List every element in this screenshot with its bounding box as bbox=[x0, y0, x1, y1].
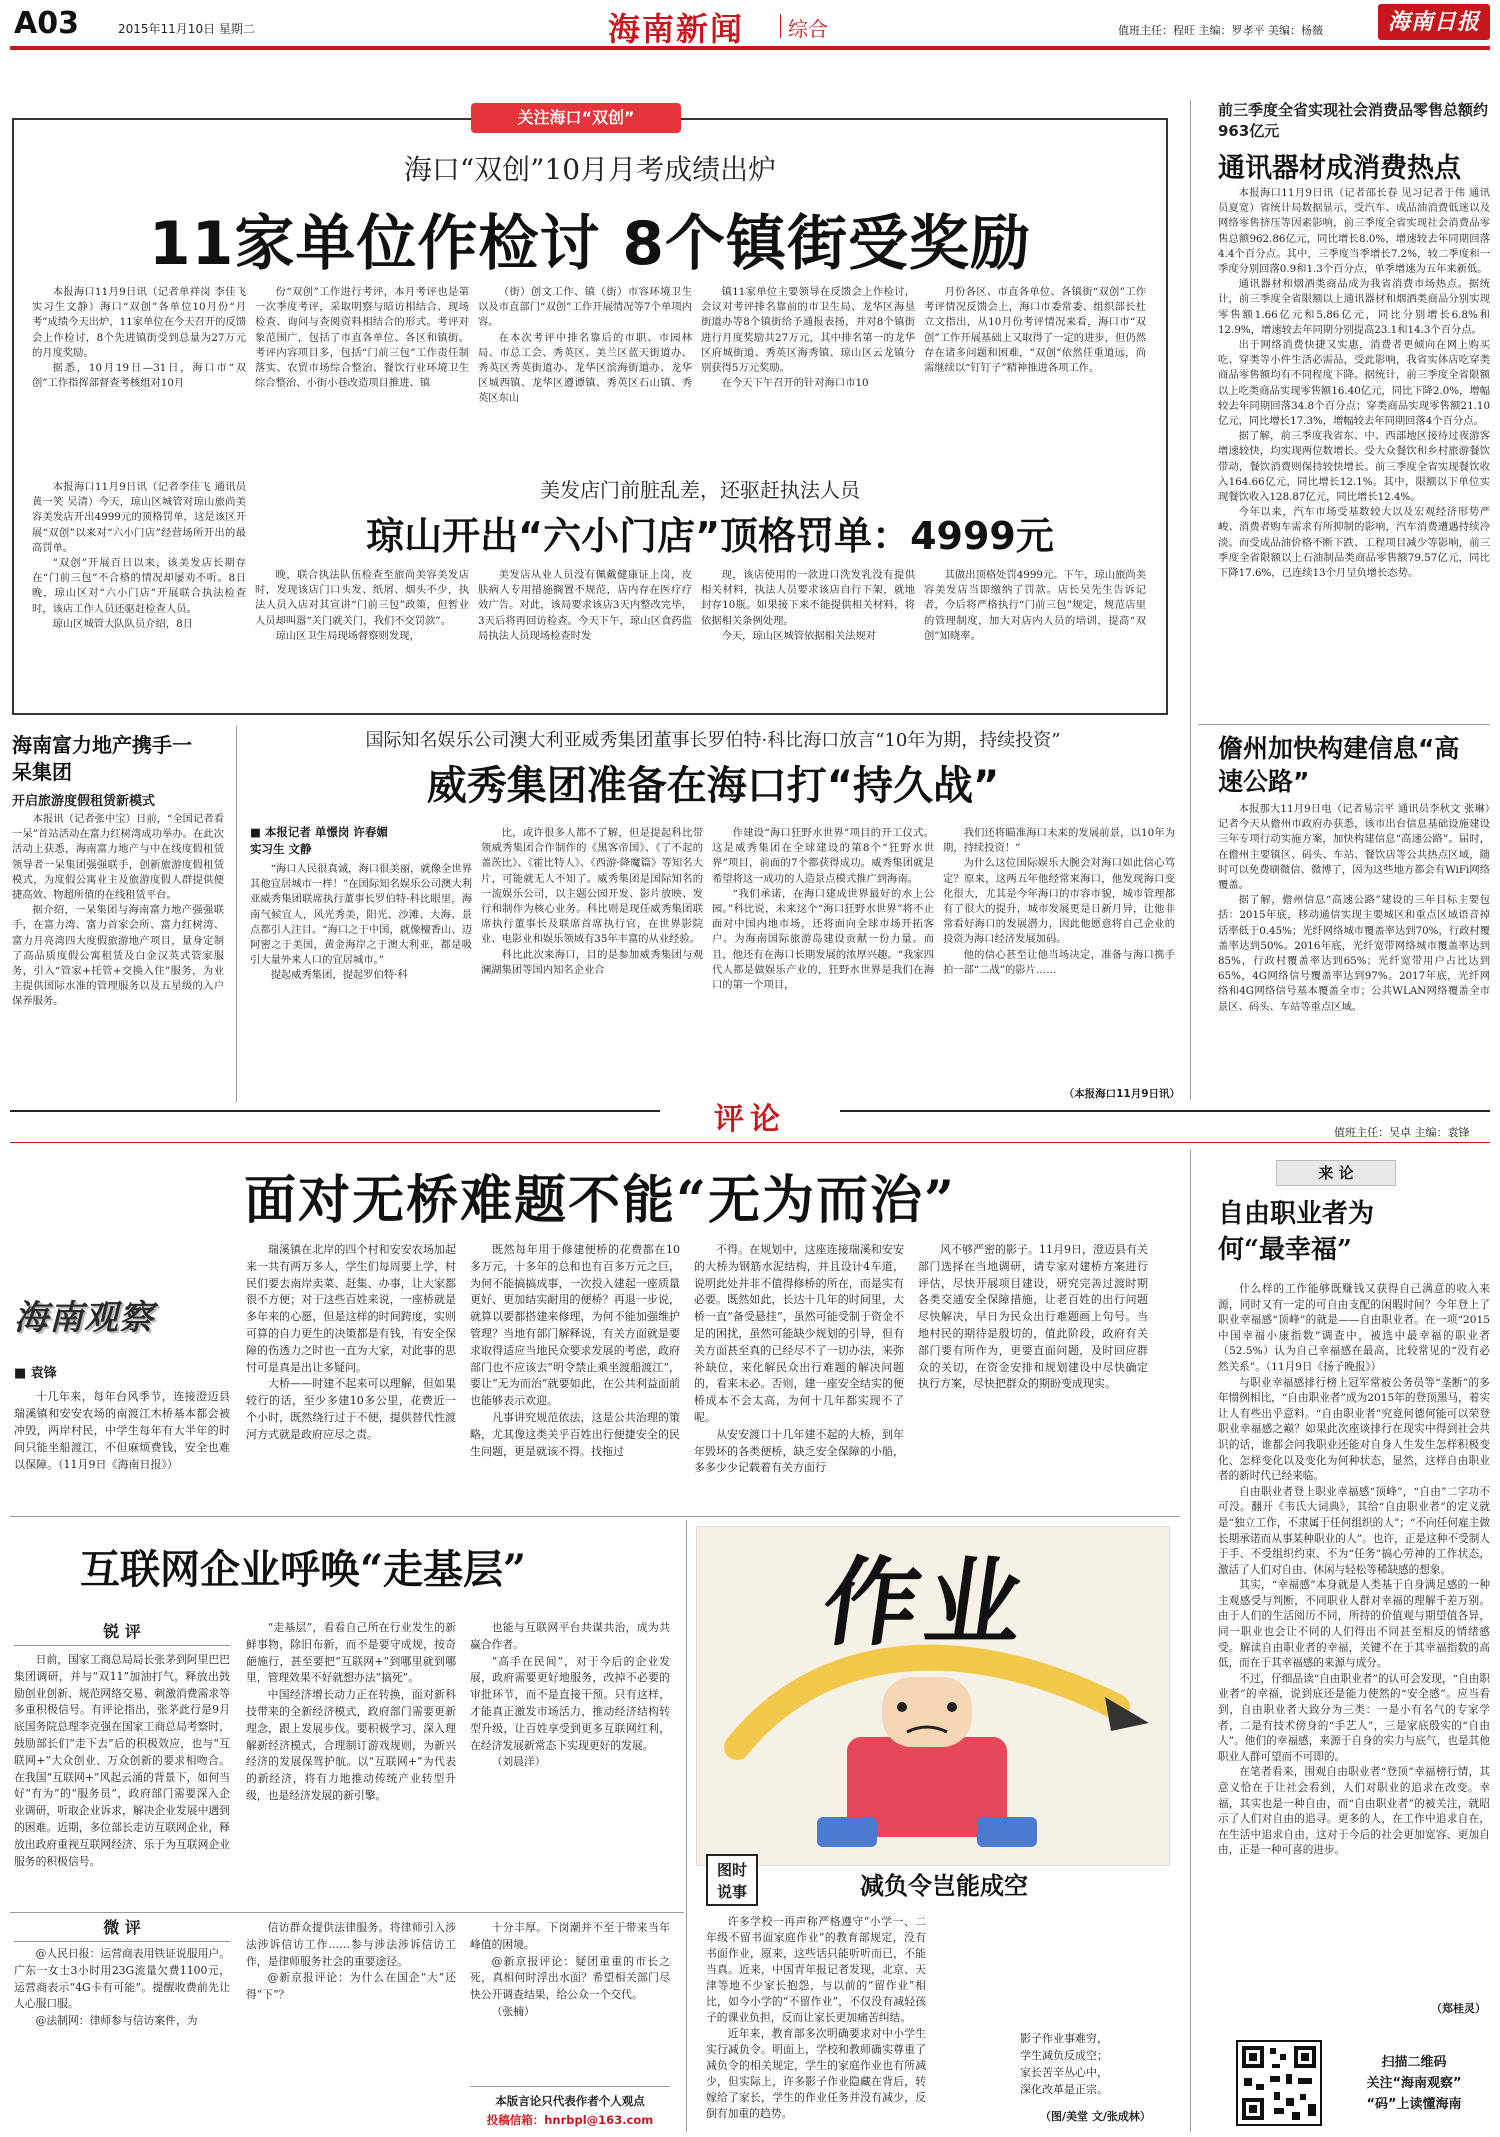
weiping-label bbox=[14, 1916, 230, 1942]
opinion-headline: 面对无桥难题不能“无为而治” bbox=[244, 1170, 956, 1231]
paragraph: 通讯器材和烟酒类商品成为我省消费市场热点。据统计，前三季度全省限额以上通讯器材和烟酒类商品分别实现零售额1.66亿元和5.86亿元，同比分别增长6.8%和12.9%，增速较去年同期分别提高23.1和14.3个百分点。 bbox=[1218, 278, 1490, 336]
story1-col-3 bbox=[478, 285, 692, 439]
story3-col-4 bbox=[943, 826, 1175, 1084]
story2-headline: 琼山开出“六小门店”顶格罚单：4999元 bbox=[366, 514, 1054, 558]
right-col-rule bbox=[1190, 100, 1191, 1100]
qr-code[interactable] bbox=[1236, 2040, 1322, 2126]
story1-col-5 bbox=[924, 285, 1146, 439]
editors-line: 值班主任：程旺 主编：罗孝平 美编：杨薇 bbox=[1118, 24, 1323, 37]
opinion-col-1 bbox=[246, 1242, 456, 1510]
opinion-col-2 bbox=[470, 1242, 680, 1510]
story3-col-1 bbox=[250, 862, 472, 1100]
paragraph: “海口人民很真诚，海口很美丽，就像全世界其他宜居城市一样！”在国际知名娱乐公司澳大利亚威秀集团联席执行董事长罗伯特·科比眼里，海南气候宜人，风光秀美，阳光、沙滩、大海、景点都引人注目。“海口之于中国，就像檀香山、迈阿密之于美国，黄金海岸之于澳大利亚，都是吸引大量外来人口的宜居城市。” bbox=[250, 863, 472, 967]
qr-caption-2: 关注“海南观察” bbox=[1366, 2076, 1462, 2091]
right2-headline: 儋州加快构建信息“高速公路” bbox=[1218, 734, 1460, 796]
story2-kicker: 美发店门前脏乱差，还驱赶执法人员 bbox=[540, 478, 860, 502]
sidebar-label-text: 来 论 bbox=[1318, 1164, 1354, 1182]
story3-col-3 bbox=[712, 826, 934, 1100]
paragraph: “高手在民间”，对于今后的企业发展，政府需要更好地服务，改掉不必要的审批环节，而不是直接干预。只有这样，才能真正激发市场活力，推动经济结构转型升级，让百姓享受到更多互联网红利，在经济发展新常态下实现更好的发展。 bbox=[470, 1654, 670, 1752]
story3-byline-text: ■ 本报记者 单憬岗 许春媚 实习生 文静 bbox=[250, 825, 388, 856]
paragraph: 本报海口11月9日讯（记者李佳飞 通讯员黄一笑 吴清）今天，琼山区城管对琼山旅尚美容美发店开出4999元的顶格罚单，这是该区开展“双创”以来对“六小门店”经营场所开出的最高罚单。 bbox=[32, 481, 246, 554]
paragraph: 近年来，教育部多次明确要求对中小学生实行减负令。明面上，学校和教师确实尊重了减负令的相关规定，学生的家庭作业也有所减少，但实际上，许多影子作业隐藏在背后，转嫁给了家长，学生的作业任务并没有减少，反倒有加重的趋势。 bbox=[706, 2027, 926, 2120]
story1-col-4 bbox=[701, 285, 915, 439]
paragraph: 从安安渡口十几年建不起的大桥，到年年毁坏的各类便桥，缺乏安全保障的小船，多多少少记载着有关方面行 bbox=[694, 1427, 904, 1475]
paragraph: “双创”开展百日以来，该美发店长期存在“门前三包”不合格的情况却屡劝不听。8日晚，琼山区对“六小门店”开展联合执法检查时，该店工作人员还驱赶检查人员。 bbox=[32, 557, 246, 615]
paragraph: 提起威秀集团，提起罗伯特·科 bbox=[270, 969, 408, 982]
paragraph: 据了解，前三季度我省东、中、西部地区接待过夜游客增速较快，均实现两位数增长。受大众餐饮和乡村旅游餐饮带动，餐饮消费则保持较快增长。前三季度全省实现餐饮收入164.66亿元，同比增长12.1%。其中，限额以下单位实现餐饮收入128.87亿元，同比增长12.4%。 bbox=[1218, 430, 1490, 504]
page-number: A03 bbox=[14, 6, 79, 41]
story3-kicker: 国际知名娱乐公司澳大利亚威秀集团董事长罗伯特·科比海口放言“10年为期，持续投资” bbox=[365, 730, 1061, 751]
column-logo-text: 海南观察 bbox=[14, 1298, 154, 1338]
photo-credit: （图/美堂 文/张成林） bbox=[1040, 2110, 1151, 2123]
paragraph: （刘晨洋） bbox=[491, 1755, 546, 1769]
story3-headline: 威秀集团准备在海口打“持久战” bbox=[426, 763, 1000, 809]
cartoon-word: 作业 bbox=[816, 1546, 1036, 1659]
story1-col-2 bbox=[255, 285, 469, 439]
paragraph: 份“双创”工作进行考评，本月考评也是第一次季度考评，采取明察与暗访相结合、现场检查、询问与查阅资料相结合的形式。考评对象范围广，包括了市直各单位、各区和镇街。考评内容项目多，包括“门前三包”工作责任制落实、农贸市场综合整治、餐饮行业环境卫生综合整治、小街小巷改造项目推进、镇 bbox=[255, 286, 469, 390]
qr-code-graphic bbox=[1238, 2042, 1320, 2124]
paragraph: 本报讯（记者张中宝）日前，“全国记者看一呆”首站活动在富力红树湾成功举办。在此次活动上获悉，海南富力地产与中在线度假租赁领导者一呆集团强强联手，创新旅游度假租赁模式，为度假公寓业主及旅游度假人群提供便捷高效、物超所值的在线租赁平台。 bbox=[12, 813, 224, 902]
qr-caption-1: 扫描二维码 bbox=[1381, 2055, 1447, 2070]
photo-title: 减负令岂能成空 bbox=[860, 1871, 1028, 1900]
paragraph: （街）创文工作、镇（街）市容环境卫生以及市直部门“双创”工作开展情况等7个单项内容。 bbox=[478, 286, 692, 329]
weibo-col-2 bbox=[246, 1920, 456, 2132]
paragraph: 其做出顶格处罚4999元。下午，琼山旅尚美容美发店当即缴纳了罚款。店长吴先生告诉记者，今后将严格执行“门前三包”规定，规范店里的管理制度，加大对店内人员的培训，提高“双创”知晓率。 bbox=[924, 569, 1146, 642]
sidebar-credit: （郑桂灵） bbox=[1431, 2002, 1486, 2015]
paragraph: @法制网：律师参与信访案件，为 bbox=[35, 2014, 198, 2028]
right1-headline: 通讯器材成消费热点 bbox=[1218, 153, 1461, 184]
photo-poem bbox=[1020, 2030, 1160, 2098]
photo-tag-line2: 说事 bbox=[716, 1883, 747, 1901]
paragraph: 比，或许很多人都不了解，但是提起科比带领威秀集团合作制作的《黑客帝国》、《了不起的盖茨比》、《霍比特人》、《西游·降魔篇》等知名大片，可能就无人不知了。威秀集团是国际知名的一流娱乐公司，以主题公园开发、影片放映、发行和制作为核心业务。科比则是现任威秀集团联席执行董事长及联席首席执行官，在世界影院业、电影业和娱乐领域有35年丰富的从业经验。 bbox=[481, 827, 703, 946]
story3-dateline: （本报海口11月9日讯） bbox=[1063, 1088, 1180, 1100]
ruiping-label-text: 锐 评 bbox=[103, 1622, 141, 1641]
story3-col-2 bbox=[481, 826, 703, 1100]
opinion-col-3 bbox=[694, 1242, 904, 1510]
opinion-intro bbox=[14, 1388, 230, 1510]
paragraph: 自由职业者登上职业幸福感“顶峰”，“自由”二字功不可没。翻开《韦氏大词典》，其给“自由职业者”的定义就是“独立工作，不隶属于任何组织的人”；“不向任何雇主做长期承诺而从事某种职业的人”。也许，正是这种不受制人于手、不受组织约束、不为“任务”搞心劳神的工作状态，激活了人们对自由、休闲与轻松等稀缺感的想象。 bbox=[1218, 1485, 1490, 1576]
paragraph: 琼山区城管大队队员介绍，8日 bbox=[52, 617, 194, 630]
paragraph: 据悉，10月19日—31日，海口市“双创”工作指挥部督查考核组对10月 bbox=[32, 362, 246, 390]
internet-col-3 bbox=[470, 1620, 670, 1904]
internet-col-2 bbox=[246, 1620, 456, 1904]
qr-caption bbox=[1334, 2052, 1494, 2115]
photo-left-rule bbox=[686, 1520, 687, 2132]
photo-tag bbox=[706, 1854, 758, 1906]
paragraph: 其实，“幸福感”本身就是人类基于自身满足感的一种主观感受与判断，不同职业人群对幸福的理解千差万别。由于人们的生活阅历不同，所持的价值观与期望值各异，同一职业也会让不同的人们得出不同甚至相反的情绪感受。解读自由职业者的幸福，关键不在于其幸福指数的高低，而在于其幸福感的来源与成分。 bbox=[1218, 1579, 1490, 1670]
paragraph: 今天，琼山区城管依据相关法规对 bbox=[721, 629, 877, 642]
paragraph: 在今天下午召开的针对海口市10 bbox=[721, 377, 869, 390]
right1-kicker: 前三季度全省实现社会消费品零售总额约963亿元 bbox=[1218, 101, 1489, 140]
paragraph: 日前，国家工商总局局长张茅到阿里巴巴集团调研，并与“双11”加油打气，释放出鼓励创业创新、规范网络交易、刺激消费需求等多重积极信号。有评论指出，张茅此行是9月底国务院总理李克强在国家工商总局考察时，鼓励部长们“走下去”后的积极效应，也与“互联网+”大众创业、万众创新的要求相吻合。在我国“互联网+”风起云涌的背景下，如何当好“有为”的“服务员”，政府部门需要深入企业调研，听取企业诉求，解决企业发展中遇到的困难。近期，多位部长走访互联网企业，释放出政府重视互联网经济、乐于为互联网企业服务的积极信号。 bbox=[14, 1653, 230, 1868]
opinion-section-banner bbox=[660, 1103, 840, 1137]
weiping-label-text: 微 评 bbox=[103, 1918, 141, 1937]
paragraph: 本报海口11月9日讯（记者单祥岗 李佳飞 实习生文静）海口“双创”各单位10月份“月考”成绩今天出炉，11家单位在今天召开的反馈会上作检讨，8个先进镇街受到总量为27万元的月度奖励。 bbox=[32, 286, 246, 359]
sidebar-rule bbox=[1190, 1150, 1191, 2132]
story1-tag-text: 关注海口“双创” bbox=[517, 108, 635, 127]
paragraph: 凡事讲究规范依法，这是公共治理的策略，尤其像这类关乎百姓出行便捷安全的民生问题，更是就该不得。找拖过 bbox=[470, 1410, 680, 1458]
paragraph: 在笔者看来，围观自由职业者“登顶”幸福榜行情，其意义恰在于让社会看到，人们对职业的追求在改变。幸福，其实也是一种自由，而“自由职业者”的被关注，就昭示了人们对自由的追寻。更多的人，在工作中追求自在，在生活中追求自由，这对于今后的社会更加宽容、更加自由，正是一种可喜的进步。 bbox=[1218, 1766, 1490, 1857]
story2-col-2 bbox=[255, 568, 469, 706]
paragraph: 信访群众提供法律服务。将律师引入涉法涉诉信访工作……参与涉法涉诉信访工作，是律师服务社会的重要途径。 bbox=[246, 1921, 456, 1968]
paragraph: 瑞溪镇在北岸的四个村和安安农场加起来一共有两万多人，学生们每周要上学，村民们要去南岸卖菜、赶集、办事，让大家都很不方便；对于这些百姓来说，一座桥就是多年来的心愿，但是这样的时间跨度，实则可算的自力更生的决策都是有钱，有安全保障的伤透力之时也一直为大家，对此事的思忖可是真是出让多疑问。 bbox=[246, 1243, 456, 1374]
story3-byline bbox=[250, 824, 470, 858]
paragraph: 他的信心甚至让他当场决定，准备与海口携手拍一部“二战”的影片…… bbox=[943, 948, 1175, 976]
paragraph: 作建设“海口狂野水世界”项目的开工仪式。这是威秀集团在全球建设的第8个“狂野水世界”项目，前面的7个都获得成功。威秀集团就是希望将这一成功的人造景点模式推广到海南。 bbox=[712, 827, 934, 885]
cartoon bbox=[696, 1526, 1170, 1866]
weibo-col-1 bbox=[14, 1946, 230, 2132]
paragraph: 美发店从业人员没有佩戴健康证上岗，皮肤病人专用措施搁置不规范，店内存在医疗疗效广告。对此，该局要求该店3天内整改完毕，3天后将再回访检查。今天下午，琼山区食药监局执法人员现场检查时发 bbox=[478, 569, 692, 642]
story1-kicker: 海口“双创”10月月考成绩出炉 bbox=[403, 153, 777, 186]
left3-subhead: 开启旅游度假租赁新模式 bbox=[12, 794, 156, 809]
sidebar-body bbox=[1218, 1282, 1490, 1992]
opinion-section-title: 评论 bbox=[714, 1102, 786, 1137]
paragraph: 不得。在规划中，这座连接瑞溪和安安的大桥为钢筋水泥结构，并且设计4车道，说明此处并非不值得修桥的所在，而是实有必要。既然如此，长达十几年的时间里，大桥一直“备受悬挂”，虽然可能受制于资金不足的困扰，虽然可能缺少规划的引导，但有关方面甚至真的已经尽不了一切办法，来弥补缺位，来化解民众出行难题的解决问题的，看来未必。否则，建一座安全结实的便桥成本不会太高，为何十几年都实现不了呢。 bbox=[694, 1243, 904, 1424]
left3-rule bbox=[236, 726, 237, 1102]
paragraph: 不过，仔细品读“自由职业者”的认可会发现，“自由职业者”的幸福，说到底还是能力使然的“安全感”。应当看到，自由职业者大致分为三类：一是小有名气的专家学者，二是有技术傍身的“手艺人”，三是家底殷实的“自由人”。他们的幸福感，来源于自身的实力与底气，也是其他职业人群可望而不可即的。 bbox=[1218, 1672, 1490, 1763]
paragraph: 出于网络消费快捷又实惠，消费者更倾向在网上购买吃、穿类等小件生活必需品，受此影响，我省实体店吃穿类商品零售额均有不同程度下降。据统计，前三季度全省限额以上吃类商品实现零售额16.40亿元，同比下降2.0%，增幅较去年同期回落34.8个百分点；穿类商品实现零售额21.10亿元，同比增长17.3%，增幅较去年同期回落4个百分点。 bbox=[1218, 339, 1490, 428]
column-logo bbox=[14, 1290, 164, 1346]
paragraph: 月份各区、市直各单位、各镇街“双创”工作考评情况反馈会上，海口市委常委、组织部长杜立文指出，从10月份考评情况来看，海口市“双创”工作开展基础上又取得了一定的进步，但仍然存在诸多问题和困难，“双创”依然任重道远，尚需继续以“钉钉子”精神推进各项工作。 bbox=[924, 286, 1146, 375]
footer-email: 投稿信箱：hnrbpl@163.com bbox=[486, 2113, 654, 2127]
paragraph: 本报那大11月9日电（记者易宗平 通讯员李秋文 张琳）记者今天从儋州市政府办获悉，该市出台信息基础设施建设三年专项行动实施方案，加快构建信息“高速公路”。届时，在儋州主要镇区、码头、车站、餐饮店等公共热点区域，随时可以免费刷微信、微博了，因为这些地方都会有WiFi网络覆盖。 bbox=[1218, 803, 1490, 892]
issue-date: 2015年11月10日 星期二 bbox=[118, 22, 255, 36]
paragraph: 既然每年用于修建便桥的花费都在10多万元，十多年的总和也有百多万元之巨，为何不能搞搞成事，一次投入建起一座质量更好、更加结实耐用的便桥？再退一步说，就算以要都搭建来修理，为何不能加强维护管理？当地有部门解释说，有关方面就是要求取得适应当地民众要求发展的考虑，政府部门也不应该去“明令禁止乘坐渡船渡江”，要让“无为而治”就要如此，在公共利益面前也能够表示欢迎。 bbox=[470, 1243, 680, 1408]
paragraph: 也能与互联网平台共谋共治，成为共赢合作者。 bbox=[470, 1621, 670, 1651]
photo-tag-line1: 图时 bbox=[716, 1861, 747, 1879]
paragraph: 据了解，儋州信息“高速公路”建设的三年目标主要包括：2015年底，移动通信实现主要城区和重点区域语音掉话率低于0.45%；光纤网络城市覆盖率达到70%，行政村覆盖率达到50%。2016年底，光纤宽带网络城市覆盖率达到85%，行政村覆盖率达到65%；光纤宽带用户占比达到65%，4G网络信号覆盖率达到97%。2017年底，光纤网络和4G网络信号基本覆盖全市；公共WLAN网络覆盖全市景区、码头、车站等重点区域。 bbox=[1218, 894, 1490, 1013]
paragraph: 风不够严密的影子。11月9日，澄迈县有关部门选择在当地调研，请专家对建桥方案进行评估，尽快开展项目建设，研究完善过渡时期各类交通安全保障措施，让老百姓的出行问题尽快解决，早日为民众出行难题画上句号。当地村民的期待是殷切的，值此阶段，政府有关部门要有所作为，更要直面问题，及时回应群众的关切，在资金安排和规划建设中尽快确定执行方案，尽快把群众的期盼变成现实。 bbox=[918, 1243, 1148, 1391]
logo-text: 海南日报 bbox=[1387, 9, 1480, 35]
paragraph: 我们还将瞄准海口未来的发展前景，以10年为期，持续投资！” bbox=[943, 827, 1175, 855]
paragraph: 镇11家单位主要领导在反馈会上作检讨，会议对考评排名靠前的市卫生局、龙华区海垦街道办等8个镇街给予通报表扬，并对8个镇街进行月度奖励共27万元，其中排名第一的龙华区府城街道、秀英区海秀镇、琼山区云龙镇分别获得5万元奖励。 bbox=[701, 286, 915, 375]
story2-col-1 bbox=[32, 480, 246, 705]
paragraph: 晚，联合执法队伍检查至旅尚美容美发店时，发现该店门口头发、纸屑、烟头不少，执法人员入店对其宣讲“门前三包”政策，但暂业人员却叫嚣“关门就关门，我们不交罚款”。 bbox=[255, 569, 469, 627]
paragraph: 在本次考评中排名靠后的市职、市园林局、市总工会、秀英区、美兰区蓝天街道办、秀英区秀英街道办、龙华区滨海街道办、龙华区城西镇、龙华区遵谭镇、秀英区石山镇、秀英区东山 bbox=[478, 331, 692, 405]
header-rule bbox=[10, 46, 1490, 50]
paragraph: 与职业幸福感排行榜上冠军常被公务员等“垄断”的多年惯例相比，“自由职业者”成为2015年的登顶黑马，着实让人有些出乎意料。“自由职业者”究竟何德何能可以荣登职业幸福感之巅？如果此次座谈排行在现实中得到社会共识的话，谁都会问我职业还能对自身人生发生怎样积极变化、怎样变化以及变化为何种状态，显然，这样自由职业者的新时代已经来临。 bbox=[1218, 1376, 1490, 1483]
paragraph: “我们承诺，在海口建成世界最好的水上公园。”科比说，未来这个“海口狂野水世界”将不止面对中国内地市场，还将面向全球市场开拓客户。为海南国际旅游岛建设贡献一份力量。而且，他还有在海口长期发展的浓厚兴趣。“我家四代人都是做娱乐产业的，狂野水世界是我们在海口的第一个项目， bbox=[712, 887, 934, 992]
paragraph: （张楠） bbox=[491, 2004, 535, 2018]
paragraph: “走基层”，看看自己所在行业发生的新鲜事物，除旧布新，而不是要守成规，按奇葩施行，甚至要把“互联网+”到哪里就到哪里，管理效果不好就想办法“搞死”。 bbox=[246, 1621, 456, 1685]
paragraph: 中国经济增长动力正在转换，面对新科技带来的全新经济模式，政府部门需要更新理念，跟上发展步伐。要积极学习、深入理解新经济模式，合理制订游戏规则，为新兴经济的发展保驾护航。以“互联网+”为代表的新经济，将有力地推动传统产业转型升级，也是经济发展的新引擎。 bbox=[246, 1688, 456, 1802]
weibo-col-3 bbox=[470, 1920, 670, 2080]
photo-text-1 bbox=[706, 1914, 926, 2132]
opinion-editors-rule bbox=[10, 1142, 1490, 1143]
opinion-col-4 bbox=[918, 1242, 1148, 1510]
sidebar-headline: 自由职业者为何“最幸福” bbox=[1218, 1199, 1375, 1265]
paragraph: 科比此次来海口，目的是参加威秀集团与观澜湖集团等国内知名企业合 bbox=[481, 948, 703, 976]
paragraph: 大桥——时建不起来可以理解，但如果较行的话，至少多建10多公里，花费近一个小时，既然绕行过于不便，提供替代性渡河方式就是政府应尽之责。 bbox=[246, 1377, 456, 1441]
left3-body bbox=[12, 812, 224, 1102]
paragraph: 琼山区卫生局现场督察则发现， bbox=[275, 629, 420, 642]
opinion-author: ■ 袁锋 bbox=[14, 1366, 57, 1381]
story1-headline: 11家单位作检讨 8个镇街受奖励 bbox=[148, 209, 1032, 279]
section-title: 海南新闻 bbox=[608, 10, 745, 48]
internet-col-1 bbox=[14, 1652, 230, 1904]
paragraph: @新京报评论：为什么在国企“大”还得“下”？ bbox=[246, 1971, 456, 2002]
footer-note-box bbox=[470, 2086, 670, 2132]
paragraph: 现，该店使用的一款进口洗发乳没有提供相关材料，执法人员要求该店自行下架，就地封存10瓶。如果接下来不能提供相关材料，将依据相关条例处理。 bbox=[701, 569, 915, 627]
right2-rule bbox=[1198, 724, 1490, 725]
paragraph: @人民日报：运营商表用铁证说服用户。广东一女士3小时用23G流量欠费1100元，运营商表示“4G卡有可能”。提醒收费前先让人心服口服。 bbox=[14, 1947, 230, 2011]
story2-col-3 bbox=[478, 568, 692, 706]
sub-section: 综合 bbox=[788, 17, 828, 41]
paragraph: 十几年来，每年台风季节，连接澄迈县瑞溪镇和安安农场的南渡江木桥基本都会被冲毁，两岸村民，中学生每年有大半年的时间只能坐船渡江，不但麻烦费钱，安全也难以保障。（11月9日《海南日报》） bbox=[14, 1390, 230, 1471]
paragraph: 为什么这位国际娱乐大腕会对海口如此信心笃定？原来，这两五年他经常来海口，他发现海口变化很大，尤其是今年海口的市容市貌，城市管理都有了很大的提升，城市发展更是日新月异，让他非常看好海口的发展潜力，因此他愿意将自己企业的投资为海口经济发展加码。 bbox=[943, 857, 1175, 946]
photo-poem-text: 影子作业事难穷， 学生减负反成空； 家长苦辛丛心中， 深化改革是正宗。 bbox=[1020, 2032, 1108, 2096]
right2-body bbox=[1218, 802, 1490, 1102]
paragraph: 什么样的工作能够既赚钱又获得自己满意的收入来源，同时又有一定的可自由支配的闲暇时间？今年登上了职业幸福感“顶峰”的就是——自由职业者。在一项“2015中国幸福小康指数”调查中，被选中最幸福的职业者（52.5%）认为自己幸福感在最高，比较常见的“没有必然关系”。（11月9日《扬子晚报》） bbox=[1218, 1283, 1490, 1373]
paragraph: 许多学校一再声称严格遵守“小学一、二年级不留书面家庭作业”的教育部规定，没有书面作业，原来，这些话只能听听而已，不能当真。近来，中国青年报记者发现，北京、天津等地不少家长抱怨，与以前的“留作业”相比，如今小学的“不留作业”，不仅没有减轻孩子的课业负担，反而让家长更加痛苦纠结。 bbox=[706, 1915, 926, 2024]
story1-col-1 bbox=[32, 285, 246, 439]
story1-tag bbox=[471, 103, 681, 133]
paragraph: 十分丰厚。下岗潮并不至于带来当年峰值的困境。 bbox=[470, 1921, 670, 1951]
weiping-rule bbox=[10, 1912, 684, 1913]
sidebar-label bbox=[1276, 1160, 1396, 1186]
left3-headline: 海南富力地产携手一呆集团 bbox=[12, 733, 192, 784]
newspaper-logo bbox=[1378, 4, 1490, 40]
opinion-bottom-rule bbox=[10, 1516, 1180, 1517]
paragraph: 据介绍，一呆集团与海南富力地产强强联手，在富力湾、富力首家会所、富力红树湾、富力月亮湾四大度假旅游地产项目，量身定制了高品质度假公寓租赁及白金汉英式管家服务，引入“管家+托管+交换入住”服务，为业主提供国际水准的管理服务以及五星级的入户保养服务。 bbox=[12, 904, 224, 1008]
paragraph: 今年以来，汽车市场受基数较大以及宏观经济形势严峻、消费者购车需求有所抑制的影响，汽车消费遭遇持续冷淡。而受成品油价格不断下跌、工程项目减少等影响，前三季度全省限额以上石油制品类商品零售额79.57亿元，同比下降17.6%，已连续13个月呈负增长态势。 bbox=[1218, 506, 1490, 580]
qr-caption-3: “码”上读懂海南 bbox=[1366, 2097, 1462, 2112]
paragraph: @新京报评论：疑团重重的市长之死，真相何时浮出水面？希望相关部门尽快公开调查结果，给公众一个交代。 bbox=[470, 1954, 670, 2002]
right1-body bbox=[1218, 186, 1490, 716]
footer-note: 本版言论只代表作者个人观点 bbox=[495, 2094, 645, 2108]
section-divider bbox=[780, 14, 781, 38]
story2-col-4 bbox=[701, 568, 915, 706]
ruiping-label bbox=[14, 1620, 230, 1646]
paragraph: 本报海口11月9日讯（记者邵长春 见习记者于伟 通讯员夏宽）省统计局数据显示，受汽车、成品油消费低迷以及网络零售挤压等因素影响，前三季度全省实现社会消费品零售总额962.86亿元，同比增长8.0%，增速较去年同期回落4.4个百分点。其中，三季度当季增长7.2%，较二季度和一季度分别回落0.9和1.3个百分点，单季增速为五年来新低。 bbox=[1218, 187, 1490, 276]
internet-headline: 互联网企业呼唤“走基层” bbox=[80, 1546, 527, 1593]
opinion-editors: 值班主任：吴卓 主编：袁锋 bbox=[1334, 1126, 1470, 1139]
story2-col-5 bbox=[924, 568, 1146, 706]
